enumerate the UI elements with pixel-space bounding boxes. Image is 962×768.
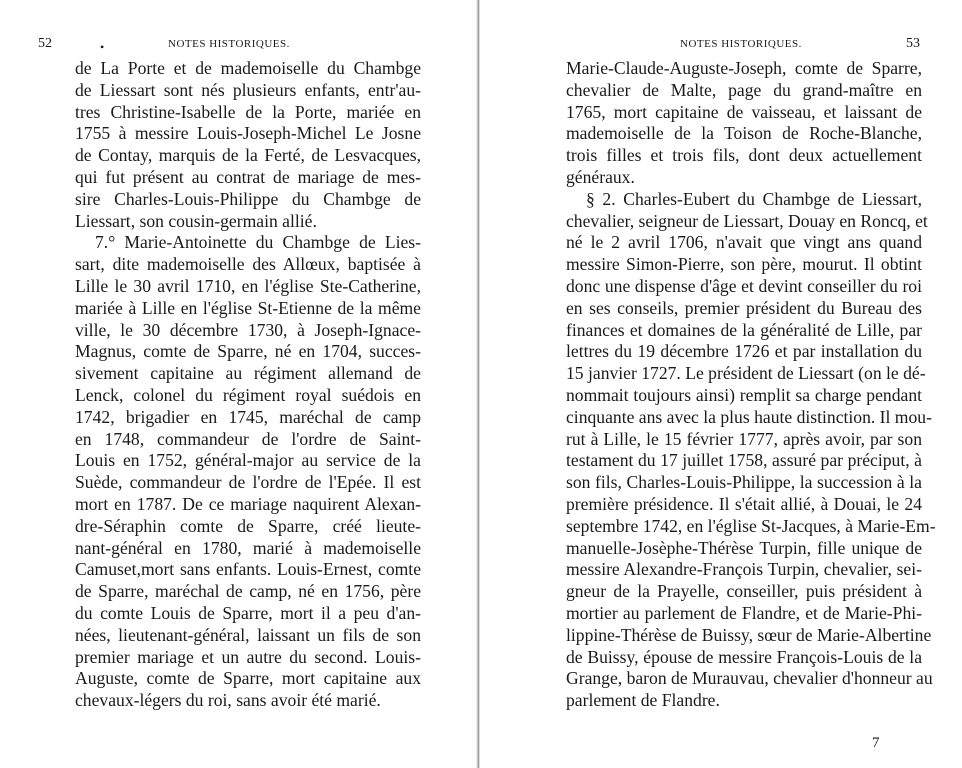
text-line: rut à Lille, le 15 février 1777, après avoir, par son bbox=[566, 428, 922, 449]
text-line: lettres du 19 décembre 1726 et par installation du bbox=[566, 341, 922, 362]
text-line: trois filles et trois fils, dont deux actuellement bbox=[566, 145, 922, 166]
text-line: parlement de Flandre. bbox=[566, 690, 720, 711]
text-line: mariée à Lille en l'église St-Etienne de la même bbox=[75, 297, 421, 318]
text-line: nées, lieutenant-général, laissant un fils de son bbox=[75, 624, 421, 645]
text-line: chevaux-légers du roi, sans avoir été marié. bbox=[75, 690, 381, 711]
text-line: de Contay, marquis de la Ferté, de Lesvacques, bbox=[75, 145, 421, 166]
text-line: du comte Louis de Sparre, mort il a peu d'an- bbox=[75, 602, 421, 623]
text-line: né le 2 avril 1706, n'avait que vingt ans quand bbox=[566, 232, 922, 253]
text-line: de Sparre, maréchal de camp, né en 1756, père bbox=[75, 581, 421, 602]
text-line: mort en 1787. De ce mariage naquirent Alexan- bbox=[75, 493, 421, 514]
text-line: 1765, mort capitaine de vaisseau, et laissant de bbox=[566, 101, 922, 122]
text-line: mortier au parlement de Flandre, et de Marie-Phi- bbox=[566, 602, 922, 623]
text-line: nant-général en 1780, marié à mademoiselle bbox=[75, 537, 421, 558]
text-line: sivement capitaine au régiment allemand de bbox=[75, 363, 421, 384]
text-line: sire Charles-Louis-Philippe du Chambge de bbox=[75, 188, 421, 209]
text-line: en 1748, commandeur de l'ordre de Saint- bbox=[75, 428, 421, 449]
text-line: Louis en 1752, général-major au service de la bbox=[75, 450, 421, 471]
text-line: Grange, baron de Murauvau, chevalier d'honneur au bbox=[566, 668, 933, 689]
text-line: Magnus, comte de Sparre, né en 1704, succes- bbox=[75, 341, 421, 362]
left-page-number: 52 bbox=[38, 36, 52, 51]
text-line: mademoiselle de la Toison de Roche-Blanche, bbox=[566, 123, 922, 144]
right-page bbox=[478, 0, 962, 768]
text-line: nommait toujours ainsi) remplit sa charge pendant bbox=[566, 384, 922, 405]
text-line: 7.° Marie-Antoinette du Chambge de Lies- bbox=[95, 232, 421, 253]
text-line: première présidence. Il s'était allié, à Douai, le 24 bbox=[566, 493, 922, 514]
text-line: 1755 à messire Louis-Joseph-Michel Le Josne bbox=[75, 123, 421, 144]
text-line: premier mariage et un autre du second. Louis- bbox=[75, 646, 421, 667]
text-line: de La Porte et de mademoiselle du Chambge bbox=[75, 58, 421, 78]
text-line: ville, le 30 décembre 1730, à Joseph-Ignace- bbox=[75, 319, 421, 340]
text-line: Lille le 30 avril 1710, en l'église Ste-Catherine, bbox=[75, 275, 421, 296]
text-line: qui fut présent au contrat de mariage de mes- bbox=[75, 166, 421, 187]
text-line: donc une dispense d'âge et devint conseiller du roi bbox=[566, 275, 922, 296]
text-line: testament du 17 juillet 1758, assuré par préciput, à bbox=[566, 450, 922, 471]
left-page-mark: • bbox=[100, 40, 105, 54]
text-line: généraux. bbox=[566, 166, 635, 187]
text-line: Suède, commandeur de l'ordre de l'Epée. Il est bbox=[75, 472, 421, 493]
text-line: cinquante ans avec la plus haute distinction. Il mou- bbox=[566, 406, 932, 427]
text-line: en ses conseils, premier président du Bureau des bbox=[566, 297, 922, 318]
text-line: de Buissy, épouse de messire François-Louis de la bbox=[566, 646, 922, 667]
text-line: Camuset,mort sans enfants. Louis-Ernest, comte bbox=[75, 559, 421, 580]
text-line: gneur de la Prayelle, conseiller, puis président à bbox=[566, 581, 922, 602]
text-line: 1742, brigadier en 1745, maréchal de camp bbox=[75, 406, 421, 427]
text-line: sart, dite mademoiselle des Allœux, baptisée à bbox=[75, 254, 421, 275]
text-line: messire Simon-Pierre, son père, mourut. Il obtint bbox=[566, 254, 922, 275]
text-line: Liessart, son cousin-germain allié. bbox=[75, 210, 317, 231]
left-running-head: NOTES HISTORIQUES. bbox=[168, 38, 290, 50]
text-line: septembre 1742, en l'église St-Jacques, à Marie-Em- bbox=[566, 515, 936, 536]
text-line: lippine-Thérèse de Buissy, sœur de Marie-Albertine bbox=[566, 624, 932, 645]
text-line: finances et domaines de la généralité de Lille, par bbox=[566, 319, 922, 340]
text-line: Lenck, colonel du régiment royal suédois en bbox=[75, 384, 421, 405]
left-body-text bbox=[75, 58, 421, 712]
signature-mark: 7 bbox=[872, 735, 880, 751]
text-line: manuelle-Josèphe-Thérèse Turpin, fille unique de bbox=[566, 537, 922, 558]
left-page bbox=[0, 0, 478, 768]
text-line: messire Alexandre-François Turpin, chevalier, sei- bbox=[566, 559, 922, 580]
right-page-number: 53 bbox=[906, 36, 920, 51]
text-line: tres Christine-Isabelle de la Porte, mariée en bbox=[75, 101, 421, 122]
text-line: § 2. Charles-Eubert du Chambge de Liessart, bbox=[586, 188, 922, 209]
text-line: Auguste, comte de Sparre, mort capitaine aux bbox=[75, 668, 421, 689]
text-line: de Liessart sont nés plusieurs enfants, entr'au- bbox=[75, 79, 421, 100]
text-line: 15 janvier 1727. Le président de Liessart (on le dé- bbox=[566, 363, 926, 384]
right-running-head: NOTES HISTORIQUES. bbox=[680, 38, 802, 50]
text-line: dre-Séraphin comte de Sparre, créé lieute- bbox=[75, 515, 421, 536]
text-line: Marie-Claude-Auguste-Joseph, comte de Sparre, bbox=[566, 58, 922, 78]
text-line: chevalier de Malte, page du grand-maître en bbox=[566, 79, 922, 100]
text-line: son fils, Charles-Louis-Philippe, la succession à la bbox=[566, 472, 922, 493]
text-line: chevalier, seigneur de Liessart, Douay en Roncq, et bbox=[566, 210, 928, 231]
right-body-text bbox=[566, 58, 936, 712]
